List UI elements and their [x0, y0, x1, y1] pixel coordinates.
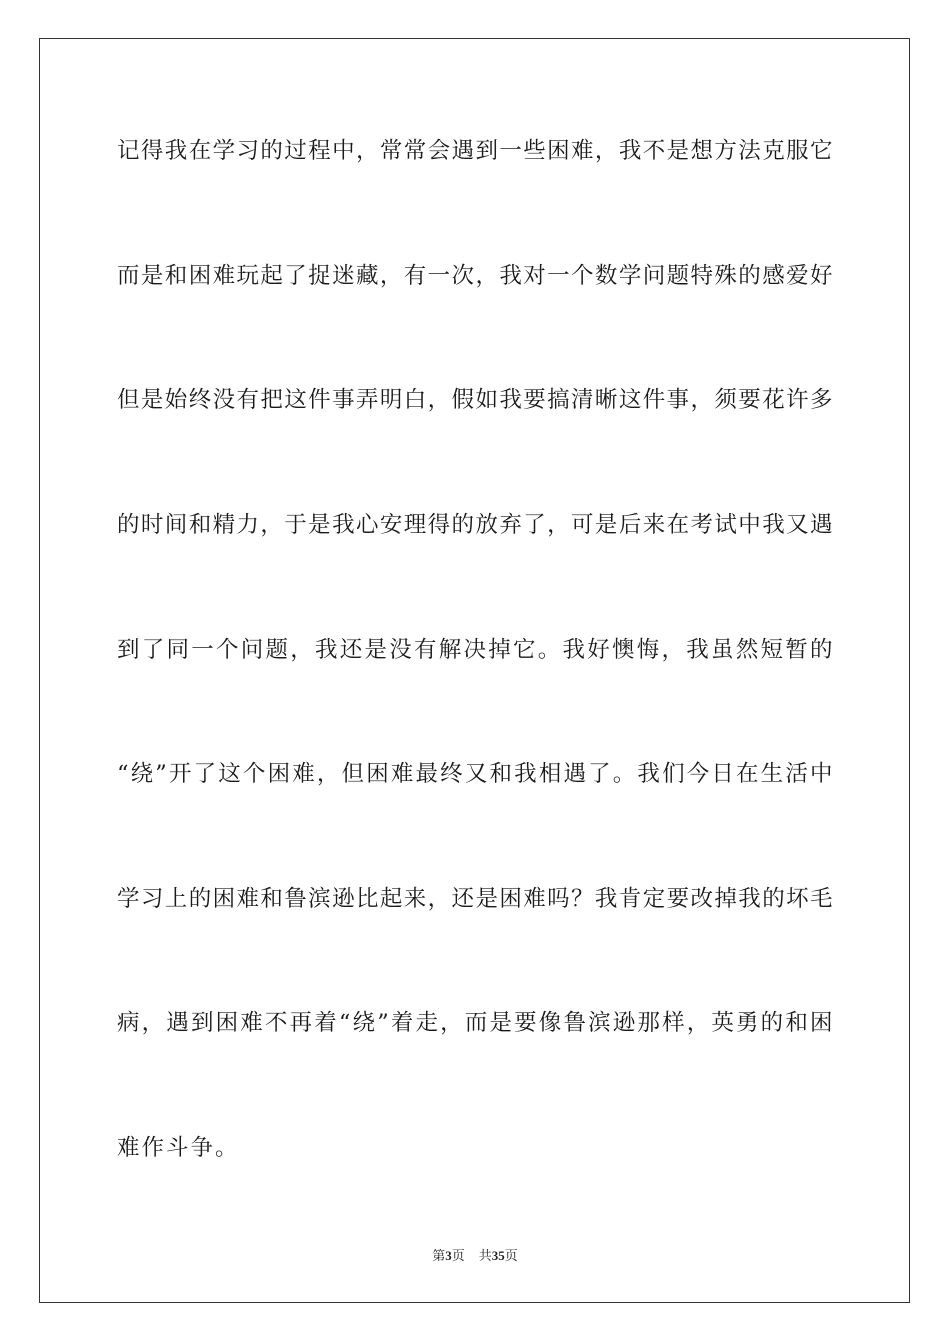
- text-line-9: 难作斗争。: [117, 1135, 240, 1161]
- footer-page-prefix: 第: [432, 1249, 446, 1264]
- footer-page-number: 3: [445, 1248, 452, 1263]
- footer-total-suffix: 页: [504, 1249, 518, 1264]
- footer-total-pages: 35: [491, 1248, 505, 1263]
- text-line-4: 的时间和精力，于是我心安理得的放弃了，可是后来在考试中我又遇: [117, 512, 833, 538]
- text-line-2: 而是和困难玩起了捉迷藏，有一次，我对一个数学问题特殊的感爱好: [117, 263, 833, 289]
- footer-total-prefix: 共: [478, 1249, 492, 1264]
- page-footer: [0, 1246, 950, 1267]
- footer-page-suffix: 页: [451, 1249, 465, 1264]
- text-line-5: 到了同一个问题，我还是没有解决掉它。我好懊悔，我虽然短暂的: [117, 637, 833, 663]
- page-border: [39, 38, 910, 1303]
- text-line-1: 记得我在学习的过程中，常常会遇到一些困难，我不是想方法克服它: [117, 138, 833, 164]
- text-line-7: 学习上的困难和鲁滨逊比起来，还是困难吗？我肯定要改掉我的坏毛: [117, 886, 833, 912]
- text-line-8: 病，遇到困难不再着“绕”着走，而是要像鲁滨逊那样，英勇的和困: [117, 1010, 833, 1036]
- text-line-3: 但是始终没有把这件事弄明白，假如我要搞清晰这件事，须要花许多: [117, 387, 833, 413]
- text-line-6: “绕”开了这个困难，但困难最终又和我相遇了。我们今日在生活中: [117, 761, 833, 787]
